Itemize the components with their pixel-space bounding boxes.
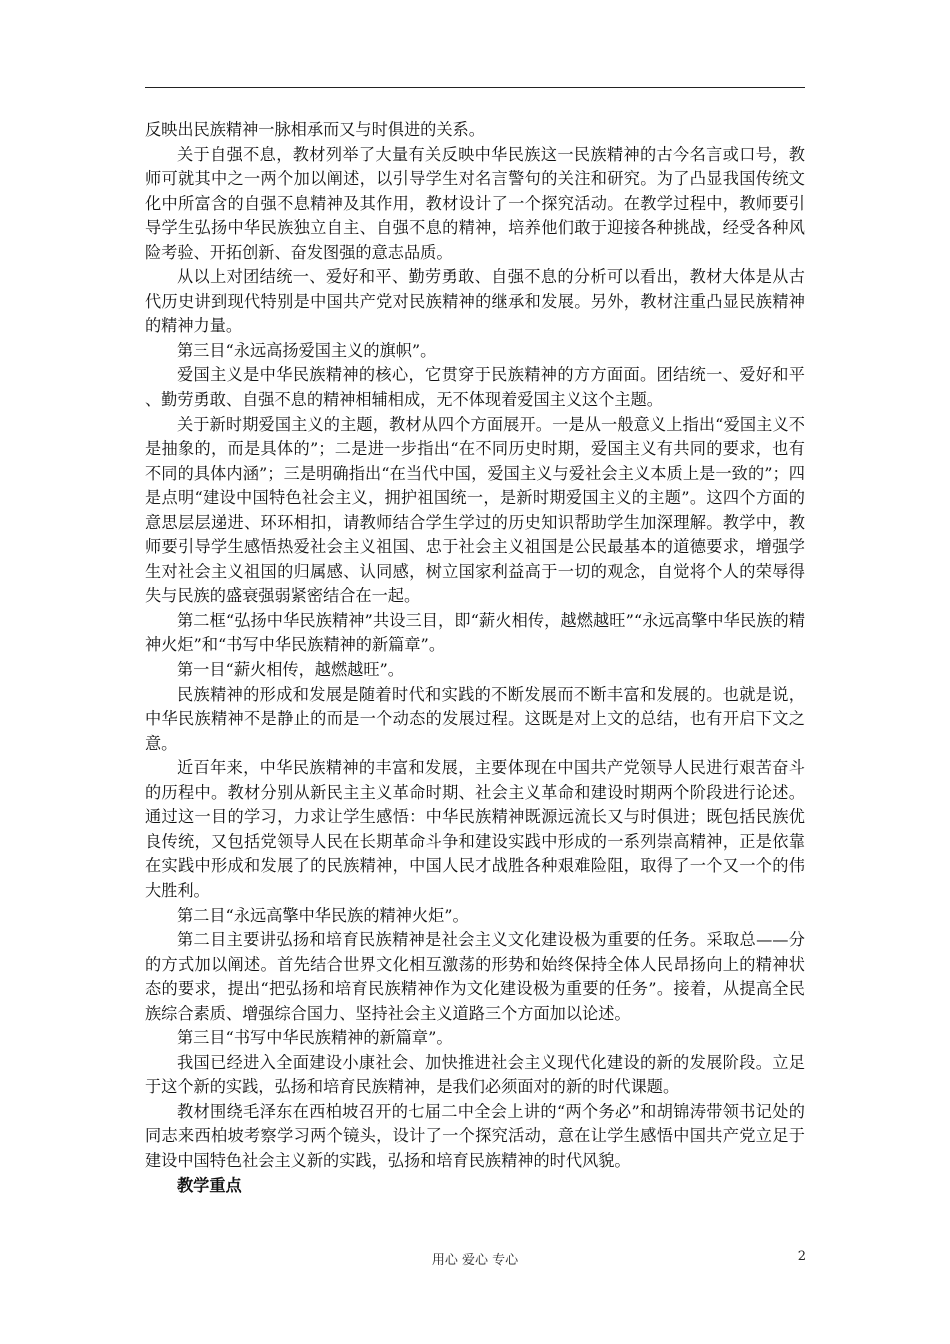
- paragraph: 第二目主要讲弘扬和培育民族精神是社会主义文化建设极为重要的任务。采取总——分的方式加以阐述。首先结合世界文化相互激荡的形势和始终保持全体人民昂扬向上的精神状态的要求，提出“把弘扬和培育民族精神作为文化建设极为重要的任务”。接着，从提高全民族综合素质、增强综合国力、坚持社会主义道路三个方面加以论述。: [145, 930, 805, 1023]
- page-number: 2: [797, 1249, 806, 1264]
- section-heading: 教学重点: [177, 1175, 242, 1195]
- paragraph: 第三目“永远高扬爱国主义的旗帜”。: [177, 340, 437, 360]
- paragraph: 反映出民族精神一脉相承而又与时俱进的关系。: [145, 120, 485, 139]
- paragraph: 教材围绕毛泽东在西柏坡召开的七届二中全会上讲的“两个务必”和胡锦涛带领书记处的同志来西柏坡考察学习两个镜头，设计了一个探究活动，意在让学生感悟中国共产党立足于建设中国特色社会主义新的实践，弘扬和培育民族精神的时代风貌。: [145, 1101, 805, 1170]
- paragraph: 第一目“薪火相传，越燃越旺”。: [177, 660, 404, 680]
- paragraph: 第二框“弘扬中华民族精神”共设三目，即“薪火相传，越燃越旺”“永远高擎中华民族的精神火炬”和“书写中华民族精神的新篇章”。: [145, 610, 805, 655]
- paragraph: 从以上对团结统一、爱好和平、勤劳勇敢、自强不息的分析可以看出，教材大体是从古代历史讲到现代特别是中国共产党对民族精神的继承和发展。另外，教材注重凸显民族精神的精神力量。: [145, 267, 805, 336]
- paragraph: 关于自强不息，教材列举了大量有关反映中华民族这一民族精神的古今名言或口号，教师可就其中之一两个加以阐述，以引导学生对名言警句的关注和研究。为了凸显我国传统文化中所富含的自强不息精神及其作用，教材设计了一个探究活动。在教学过程中，教师要引导学生弘扬中华民族独立自主、自强不息的精神，培养他们敢于迎接各种挑战，经受各种风险考验、开拓创新、奋发图强的意志品质。: [145, 144, 805, 262]
- header-rule: [145, 87, 805, 88]
- paragraph: 爱国主义是中华民族精神的核心，它贯穿于民族精神的方方面面。团结统一、爱好和平、勤劳勇敢、自强不息的精神相辅相成，无不体现着爱国主义这个主题。: [145, 365, 805, 410]
- paragraph: 我国已经进入全面建设小康社会、加快推进社会主义现代化建设的新的发展阶段。立足于这个新的实践，弘扬和培育民族精神，是我们必须面对的新的时代课题。: [145, 1052, 805, 1097]
- paragraph: 第二目“永远高擎中华民族的精神火炬”。: [177, 905, 469, 925]
- paragraph: 近百年来，中华民族精神的丰富和发展，主要体现在中国共产党领导人民进行艰苦奋斗的历程中。教材分别从新民主主义革命时期、社会主义革命和建设时期两个阶段进行论述。通过这一目的学习，力求让学生感悟：中华民族精神既源远流长又与时俱进；既包括民族优良传统，又包括党领导人民在长期革命斗争和建设实践中形成的一系列崇高精神，正是依靠在实践中形成和发展了的民族精神，中国人民才战胜各种艰难险阻，取得了一个又一个的伟大胜利。: [145, 758, 805, 900]
- paragraph: 第三目“书写中华民族精神的新篇章”。: [177, 1028, 453, 1048]
- paragraph: 民族精神的形成和发展是随着时代和实践的不断发展而不断丰富和发展的。也就是说，中华民族精神不是静止的而是一个动态的发展过程。这既是对上文的总结，也有开启下文之意。: [145, 684, 805, 753]
- paragraph: 关于新时期爱国主义的主题，教材从四个方面展开。一是从一般意义上指出“爱国主义不是抽象的，而是具体的”；二是进一步指出“在不同历史时期，爱国主义有共同的要求，也有不同的具体内涵”；三是明确指出“在当代中国，爱国主义与爱社会主义本质上是一致的”；四是点明“建设中国特色社会主义，拥护祖国统一，是新时期爱国主义的主题”。这四个方面的意思层层递进、环环相扣，请教师结合学生学过的历史知识帮助学生加深理解。教学中，教师要引导学生感悟热爱社会主义祖国、忠于社会主义祖国是公民最基本的道德要求，增强学生对社会主义祖国的归属感、认同感，树立国家利益高于一切的观念，自觉将个人的荣辱得失与民族的盛衰强弱紧密结合在一起。: [145, 414, 805, 606]
- footer-motto: 用心 爱心 专心: [431, 1253, 519, 1268]
- document-body: [145, 118, 805, 1198]
